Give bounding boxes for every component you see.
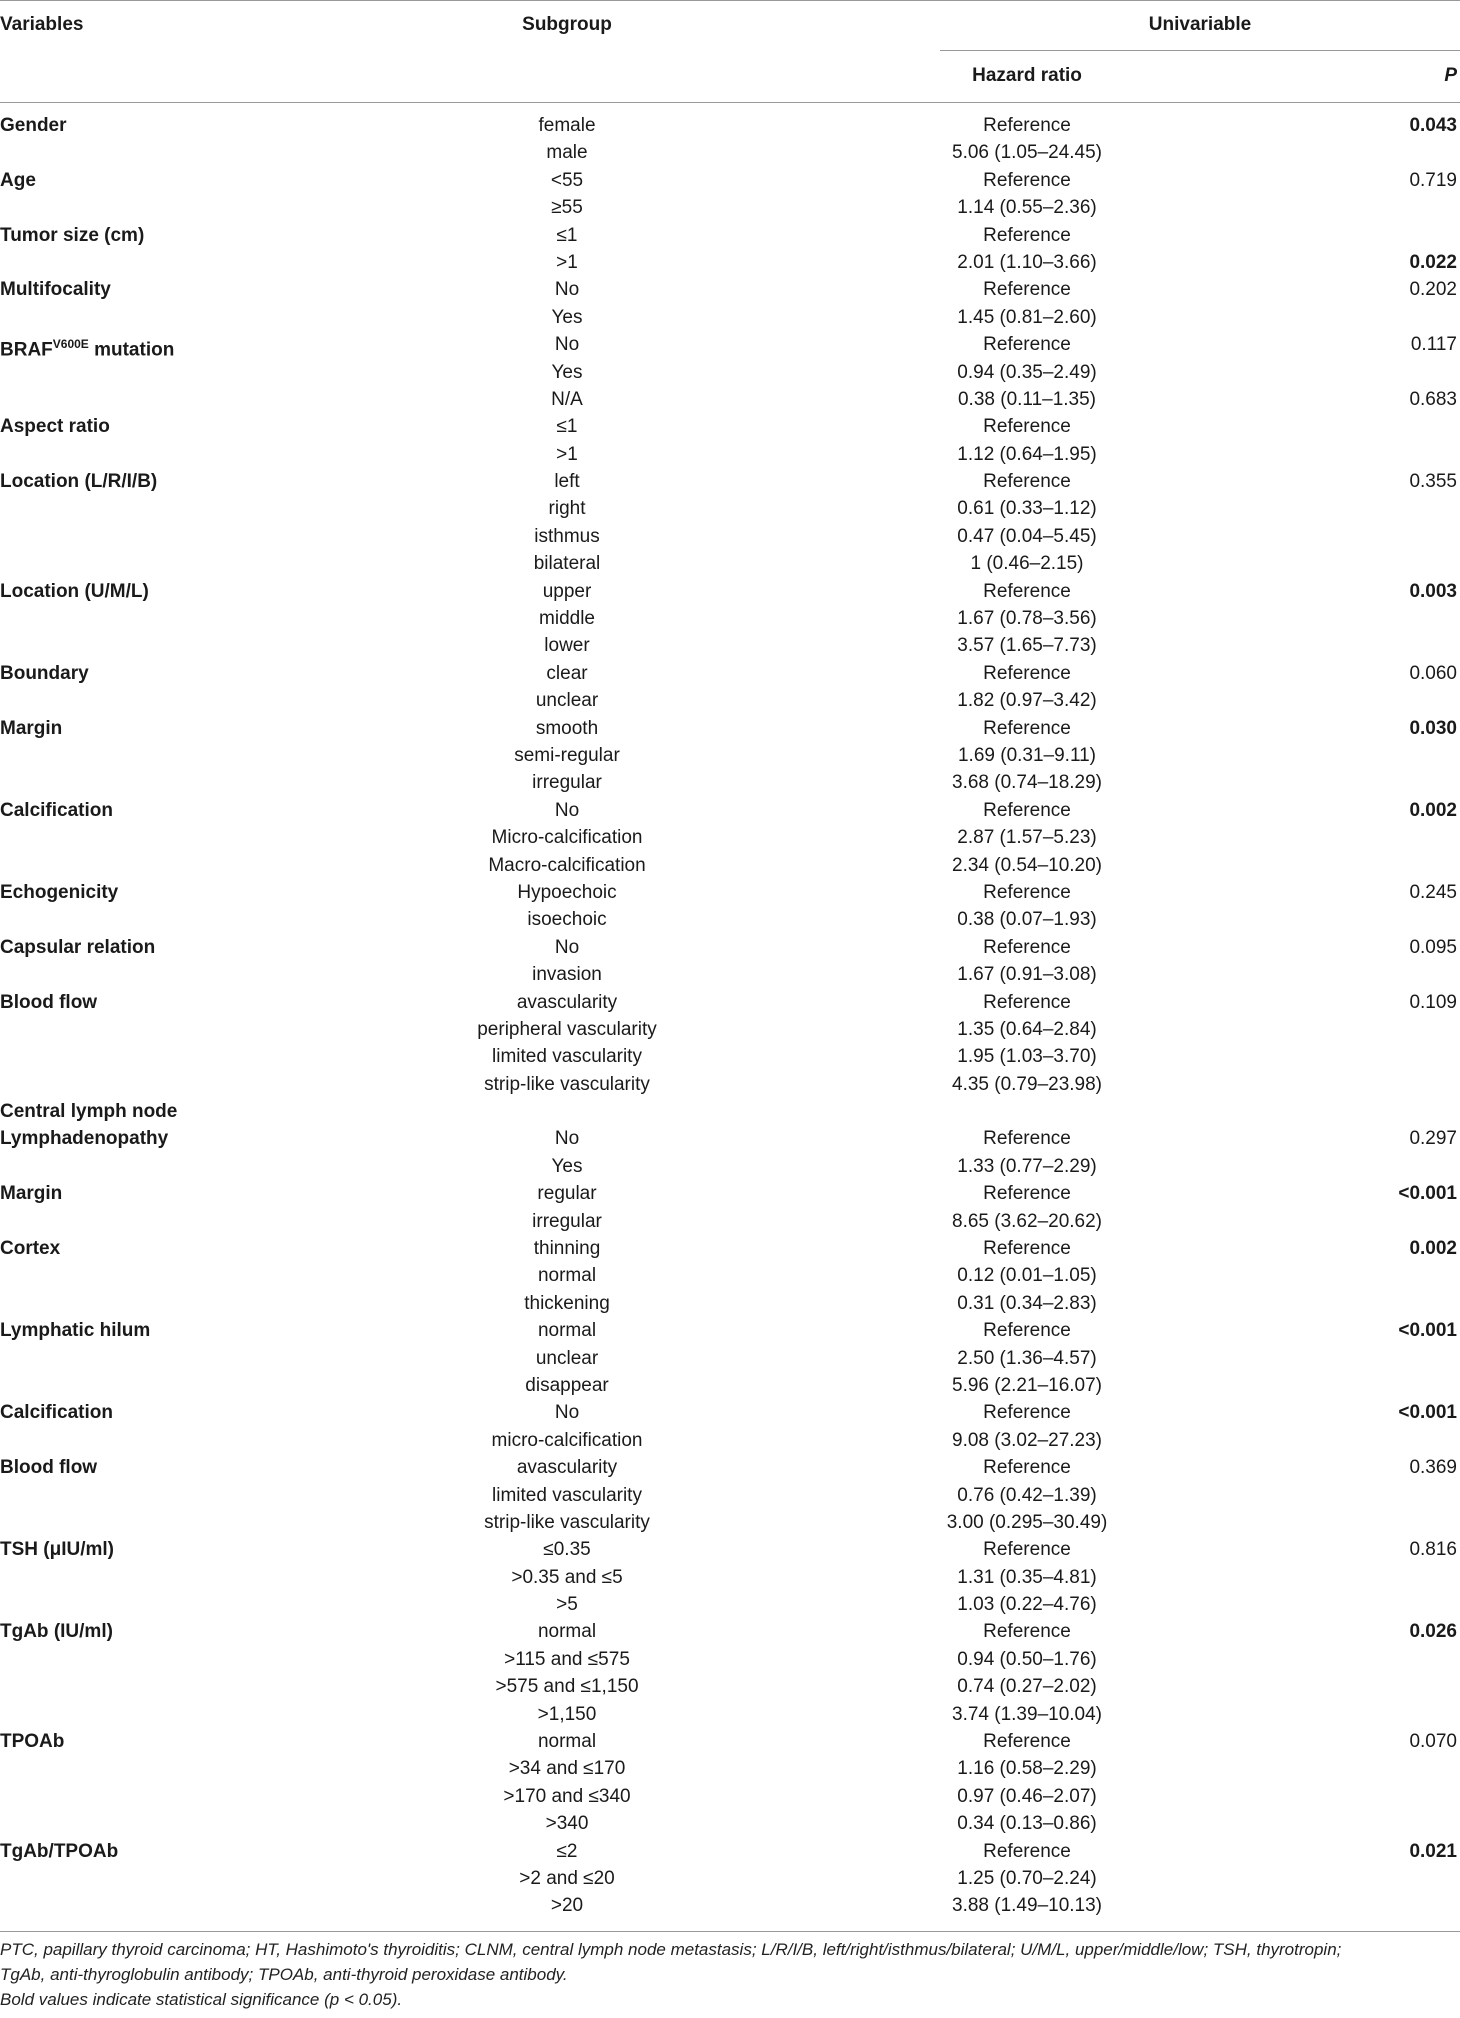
p-value-cell: 0.355 [1409,471,1457,493]
variable-cell: Lymphadenopathy [0,1128,169,1150]
variable-cell: Blood flow [0,991,98,1013]
variable-cell: TgAb/TPOAb [0,1840,119,1862]
variable-cell: Central lymph node [0,1101,178,1123]
variable-cell: $BRAF^{V600E}$ mutation [0,337,175,361]
p-value-cell: 0.021 [1409,1840,1457,1862]
table-row: Lymphatic hilum normal Reference <0.001 [0,1317,1460,1344]
p-value-cell: 0.245 [1409,881,1457,903]
table-row: >20 3.88 (1.49–10.13) [550,1895,1103,1917]
p-value-cell: 0.002 [1409,799,1457,821]
table-row: strip-like vascularity 4.35 (0.79–23.98) [484,1073,1103,1095]
table-row: >340 0.34 (0.13–0.86) [545,1813,1097,1835]
table-row: Location (L/R/I/B) left Reference 0.355 [0,468,1460,495]
univariable-rule [940,50,1460,51]
variable-cell: Calcification [0,1402,113,1424]
table-row: TgAb (IU/ml) normal Reference 0.026 [0,1618,1460,1645]
table-row: Multifocality No Reference 0.202 [0,276,1460,303]
table-row: Boundary clear Reference 0.060 [0,660,1460,687]
table-row: limited vascularity 1.95 (1.03–3.70) [492,1046,1097,1068]
table-row: >2 and ≤20 1.25 (0.70–2.24) [519,1868,1097,1889]
table-row: Yes 1.33 (0.77–2.29) [551,1155,1097,1177]
p-value-cell: 0.095 [1409,936,1457,958]
table-row: >5 1.03 (0.22–4.76) [556,1594,1097,1616]
variable-cell: Calcification [0,799,113,821]
p-value-cell: <0.001 [1398,1402,1457,1424]
table-row: lower 3.57 (1.65–7.73) [544,635,1097,657]
table-row: semi-regular 1.69 (0.31–9.11) [514,744,1097,766]
table-row: Cortex thinning Reference 0.002 [0,1235,1460,1262]
variable-cell: TSH (μIU/ml) [0,1539,115,1561]
table-row: Margin smooth Reference 0.030 [0,715,1460,742]
table-row: Macro-calcification 2.34 (0.54–10.20) [488,854,1103,876]
table-row: Gender female Reference 0.043 [0,112,1460,139]
footnote-abbreviations-cont: TgAb, anti-thyroglobulin antibody; TPOAb, anti-thyroid peroxidase antibody. [0,1965,568,1984]
p-value-cell: 0.719 [1409,169,1457,191]
table-row: TSH (μIU/ml) ≤0.35 Reference 0.816 [0,1536,1460,1563]
table-row: $BRAF^{V600E}$ mutation No Reference 0.117 [0,331,1460,358]
p-value-cell: 0.030 [1409,717,1457,739]
variable-cell: Cortex [0,1238,61,1260]
table-row: male 5.06 (1.05–24.45) [546,142,1103,164]
table-row: Capsular relation No Reference 0.095 [0,934,1460,961]
table-row: Echogenicity Hypoechoic Reference 0.245 [0,879,1460,906]
p-value-cell: <0.001 [1398,1320,1457,1342]
table-row: micro-calcification 9.08 (3.02–27.23) [491,1429,1103,1451]
variable-cell: Aspect ratio [0,416,110,438]
table-row [0,1098,1460,1125]
variable-cell: Location (L/R/I/B) [0,471,158,493]
p-value-cell: 0.002 [1409,1238,1457,1260]
table-row: bilateral 1 (0.46–2.15) [533,553,1084,575]
p-value-cell: 0.202 [1409,279,1457,301]
p-value-cell: 0.297 [1409,1128,1457,1150]
table-row: ≥55 1.14 (0.55–2.36) [551,197,1097,219]
table-row: Micro-calcification 2.87 (1.57–5.23) [491,827,1097,849]
p-value-cell: 0.109 [1409,991,1457,1013]
table-row: >1,150 3.74 (1.39–10.04) [537,1703,1103,1725]
header-hazard-ratio: Hazard ratio [972,65,1082,86]
header-p-value: P [1444,65,1457,86]
table-row: >115 and ≤575 0.94 (0.50–1.76) [504,1648,1097,1670]
variable-cell: Multifocality [0,279,111,301]
p-value-cell: 0.026 [1409,1621,1457,1643]
table-row: Yes 0.94 (0.35–2.49) [551,361,1097,383]
footnote-significance: Bold values indicate statistical significance (p < 0.05). [0,1990,403,2009]
top-rule [0,0,1460,1]
variable-cell: TgAb (IU/ml) [0,1621,113,1643]
table-row: >1 2.01 (1.10–3.66) 0.022 [0,249,1460,276]
table-row: Blood flow avascularity Reference 0.369 [0,1454,1460,1481]
table-row: isthmus 0.47 (0.04–5.45) [534,525,1097,547]
p-value-cell: 0.117 [1410,334,1457,356]
table-row: Calcification No Reference 0.002 [0,797,1460,824]
table-row: Blood flow avascularity Reference 0.109 [0,989,1460,1016]
header-subgroup: Subgroup [522,14,612,35]
p-value-cell: 0.816 [1409,1539,1457,1561]
header-rule [0,102,1460,103]
p-value-cell: 0.683 [1409,388,1457,410]
table-row: irregular 8.65 (3.62–20.62) [532,1210,1103,1232]
header-univariable: Univariable [1148,14,1252,35]
table-row: middle 1.67 (0.78–3.56) [539,608,1097,630]
table-row: disappear 5.96 (2.21–16.07) [525,1374,1103,1396]
variable-cell: Tumor size (cm) [0,224,145,246]
variable-cell: Capsular relation [0,936,156,958]
table-row: >34 and ≤170 1.16 (0.58–2.29) [508,1758,1097,1780]
table-row: invasion 1.67 (0.91–3.08) [532,964,1097,986]
p-value-cell: 0.060 [1409,662,1457,684]
footnote-abbreviations: PTC, papillary thyroid carcinoma; HT, Hashimoto's thyroiditis; CLNM, central lymph node metastasis; L/R/I/B, left/right/isthmus/bilateral; U/M/L, upper/middle/low; TSH, thyrotropin; [0,1940,1342,1959]
table-row: Aspect ratio ≤1 Reference [0,413,1460,440]
p-value-cell: <0.001 [1398,1183,1457,1205]
table-row: N/A 0.38 (0.11–1.35) 0.683 [0,386,1460,413]
table-row: thickening 0.31 (0.34–2.83) [524,1292,1097,1314]
table-row: unclear 2.50 (1.36–4.57) [535,1347,1097,1369]
p-value-cell: 0.043 [1409,115,1457,136]
table-row: Calcification No Reference <0.001 [0,1399,1460,1426]
table-row: right 0.61 (0.33–1.12) [548,498,1097,520]
header-variables: Variables [0,14,84,35]
table-row: Tumor size (cm) ≤1 Reference [0,222,1460,249]
table-row: normal 0.12 (0.01–1.05) [537,1265,1097,1287]
table-body [0,112,1460,1920]
table-row: Margin regular Reference <0.001 [0,1180,1460,1207]
table-row: Location (U/M/L) upper Reference 0.003 [0,578,1460,605]
table-row: limited vascularity 0.76 (0.42–1.39) [492,1484,1097,1506]
bottom-rule [0,1931,1460,1932]
table-row: Age <55 Reference 0.719 [0,167,1460,194]
p-value-cell: 0.003 [1409,580,1457,602]
table-row: TPOAb normal Reference 0.070 [0,1728,1460,1755]
table-row: unclear 1.82 (0.97–3.42) [535,690,1097,712]
variable-cell: Lymphatic hilum [0,1320,151,1342]
variable-cell: Age [0,169,36,191]
table-row: peripheral vascularity 1.35 (0.64–2.84) [477,1018,1097,1040]
table-row: Lymphadenopathy No Reference 0.297 [0,1125,1460,1152]
variable-cell: Echogenicity [0,881,119,903]
table-row: TgAb/TPOAb ≤2 Reference 0.021 [0,1838,1460,1865]
table-row: strip-like vascularity 3.00 (0.295–30.49) [484,1511,1108,1533]
table-row: >1 1.12 (0.64–1.95) [556,443,1097,465]
table-row: isoechoic 0.38 (0.07–1.93) [527,909,1097,931]
variable-cell: Margin [0,717,63,739]
variable-cell: Blood flow [0,1457,98,1479]
p-value-cell: 0.022 [1409,251,1457,273]
p-value-cell: 0.369 [1409,1457,1457,1479]
variable-cell: Margin [0,1183,63,1205]
table-row: >170 and ≤340 0.97 (0.46–2.07) [503,1785,1097,1807]
table-row: >575 and ≤1,150 0.74 (0.27–2.02) [495,1676,1097,1698]
table-row: Yes 1.45 (0.81–2.60) [551,306,1097,328]
variable-cell: Boundary [0,662,89,684]
variable-cell: TPOAb [0,1731,65,1753]
variable-cell: Location (U/M/L) [0,580,149,602]
p-value-cell: 0.070 [1409,1731,1457,1753]
variable-cell: Gender [0,115,67,136]
table-row: irregular 3.68 (0.74–18.29) [532,772,1103,794]
table-row: >0.35 and ≤5 1.31 (0.35–4.81) [511,1566,1097,1588]
